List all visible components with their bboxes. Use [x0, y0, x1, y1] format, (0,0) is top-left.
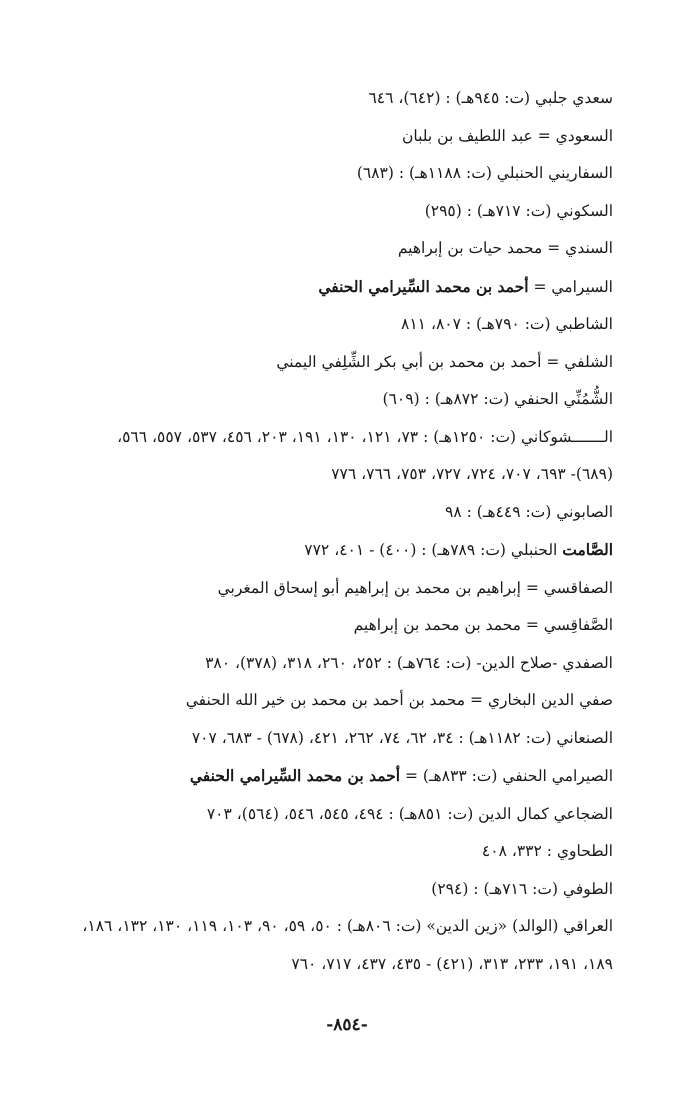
index-entry: صفي الدين البخاري = محمد بن أحمد بن محمد بن خير الله الحنفي — [185, 691, 613, 709]
index-entry: الصنعاني (ت: ١١٨٢هـ) : ٣٤، ٦٢، ٧٤، ٢٦٢، ٤٢١، (٦٧٨) - ٦٨٣، ٧٠٧ — [191, 728, 613, 747]
index-entry: السعودي = عبد اللطيف بن بلبان — [402, 126, 613, 145]
index-entry: سعدي جلبي (ت: ٩٤٥هـ) : (٦٤٢)، ٦٤٦ — [368, 89, 613, 107]
cross-reference-bold: أحمد بن محمد السِّيرامي الحنفي — [318, 276, 529, 296]
index-entry: الشُّمُنِّي الحنفي (ت: ٨٧٢هـ) : (٦٠٩) — [382, 390, 613, 408]
page-number: -٨٥٤- — [326, 1015, 368, 1035]
index-entry-continuation: ١٨٩، ١٩١، ٢٣٣، ٣١٣، (٤٢١) - ٤٣٥، ٤٣٧، ٧١٧، ٧٦٠ — [291, 954, 613, 973]
index-list — [60, 80, 613, 983]
index-entry: السكوني (ت: ٧١٧هـ) : (٢٩٥) — [424, 201, 613, 220]
index-entry: العراقي (الوالد) «زين الدين» (ت: ٨٠٦هـ) : ٥٠، ٥٩، ٩٠، ١٠٣، ١١٩، ١٣٠، ١٣٢، ١٨٦، — [82, 917, 613, 935]
index-entry: السندي = محمد حيات بن إبراهيم — [397, 239, 613, 257]
index-entry: الشلفي = أحمد بن محمد بن أبي بكر الشِّلِفي اليمني — [276, 352, 613, 371]
index-entry: الطحاوي : ٣٣٢، ٤٠٨ — [481, 842, 613, 860]
index-entry: الـــــــشوكاني (ت: ١٢٥٠هـ) : ٧٣، ١٢١، ١٣٠، ١٩١، ٢٠٣، ٤٥٦، ٥٣٧، ٥٥٧، ٥٦٦، — [117, 427, 613, 446]
index-entry: الصيرامي الحنفي (ت: ٨٣٣هـ) = أحمد بن محمد السِّيرامي الحنفي — [189, 766, 613, 785]
index-entry: الشاطبي (ت: ٧٩٠هـ) : ٨٠٧، ٨١١ — [401, 315, 613, 333]
index-entry: الصفدي -صلاح الدين- (ت: ٧٦٤هـ) : ٢٥٢، ٢٦٠، ٣١٨، (٣٧٨)، ٣٨٠ — [205, 653, 613, 672]
index-entry: الضجاعي كمال الدين (ت: ٨٥١هـ) : ٤٩٤، ٥٤٥، ٥٤٦، (٥٦٤)، ٧٠٣ — [206, 804, 613, 823]
index-entry: الصابوني (ت: ٤٤٩هـ) : ٩٨ — [445, 502, 613, 521]
cross-reference-bold: أحمد بن محمد السِّيرامي الحنفي — [189, 766, 401, 785]
index-entry: السفاريني الحنبلي (ت: ١١٨٨هـ) : (٦٨٣) — [356, 164, 613, 182]
index-entry: الصَّامت الحنبلي (ت: ٧٨٩هـ) : (٤٠٠) - ٤٠١، ٧٧٢ — [304, 540, 613, 559]
index-entry: الطوفي (ت: ٧١٦هـ) : (٢٩٤) — [431, 879, 613, 898]
index-entry-continuation: (٦٨٩)- ٦٩٣، ٧٠٧، ٧٢٤، ٧٢٧، ٧٥٣، ٧٦٦، ٧٧٦ — [331, 465, 613, 483]
entry-lead-bold: الصَّامت — [562, 540, 613, 559]
index-entry: السيرامي = أحمد بن محمد السِّيرامي الحنفي — [318, 276, 613, 296]
index-entry: الصَّفاقِسي = محمد بن محمد بن إبراهيم — [353, 616, 613, 634]
index-entry: الصفاقسي = إبراهيم بن محمد بن إبراهيم أبو إسحاق المغربي — [217, 578, 613, 597]
